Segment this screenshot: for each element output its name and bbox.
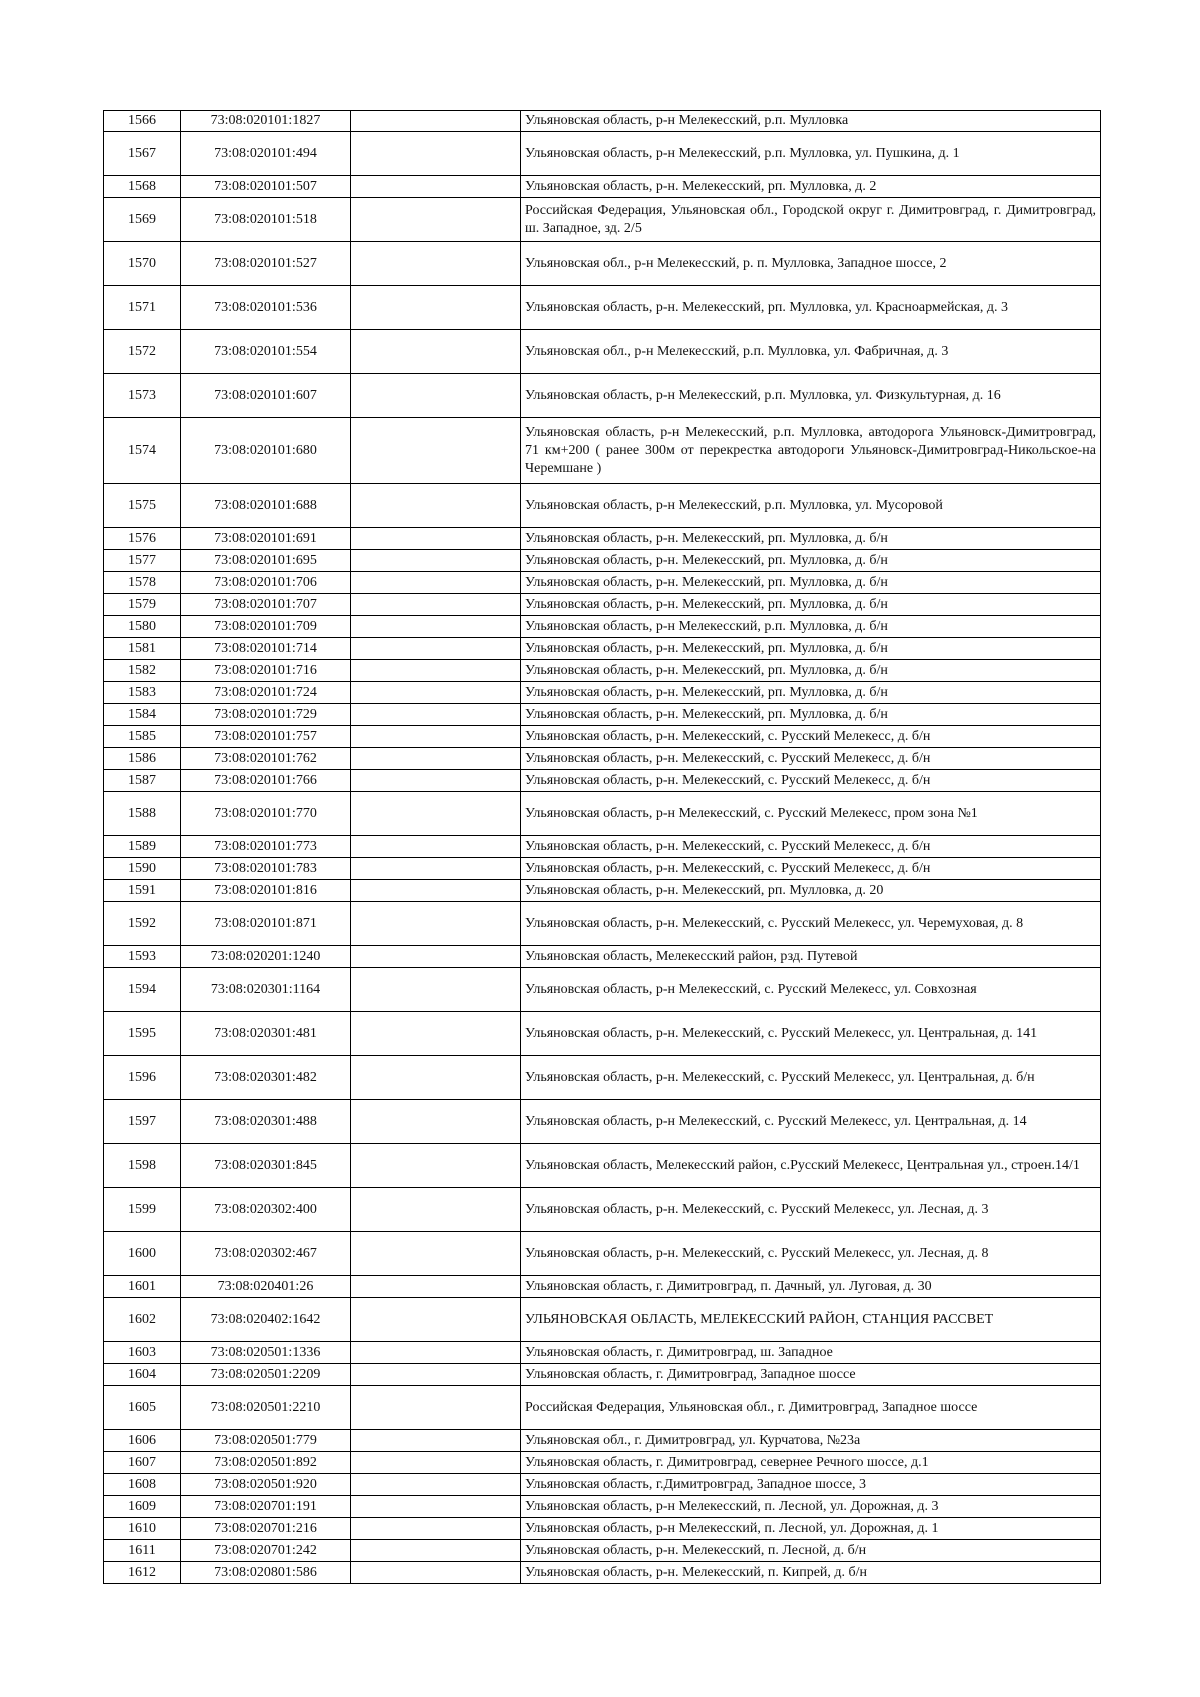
row-number-cell: 1598	[104, 1144, 181, 1188]
empty-cell	[351, 132, 521, 176]
row-number-cell: 1603	[104, 1342, 181, 1364]
empty-cell	[351, 1276, 521, 1298]
table-row	[104, 1452, 1101, 1474]
table-row	[104, 1342, 1101, 1364]
table-row	[104, 1474, 1101, 1496]
address-cell: УЛЬЯНОВСКАЯ ОБЛАСТЬ, МЕЛЕКЕССКИЙ РАЙОН, СТАНЦИЯ РАССВЕТ	[521, 1298, 1101, 1342]
empty-cell	[351, 550, 521, 572]
empty-cell	[351, 1452, 521, 1474]
address-cell: Ульяновская область, р-н. Мелекесский, с. Русский Мелекесс, ул. Центральная, д. 141	[521, 1012, 1101, 1056]
row-number-cell: 1597	[104, 1100, 181, 1144]
row-number-cell: 1570	[104, 242, 181, 286]
cadastral-number-cell: 73:08:020101:518	[181, 198, 351, 242]
row-number-cell: 1594	[104, 968, 181, 1012]
row-number-cell: 1610	[104, 1518, 181, 1540]
table-row	[104, 111, 1101, 132]
address-cell: Ульяновская область, р-н. Мелекесский, рп. Мулловка, д. 2	[521, 176, 1101, 198]
row-number-cell: 1574	[104, 418, 181, 484]
row-number-cell: 1602	[104, 1298, 181, 1342]
row-number-cell: 1573	[104, 374, 181, 418]
table-row	[104, 572, 1101, 594]
address-cell: Ульяновская область, р-н Мелекесский, р.п. Мулловка, ул. Мусоровой	[521, 484, 1101, 528]
table-row	[104, 528, 1101, 550]
table-row	[104, 418, 1101, 484]
table-row	[104, 1276, 1101, 1298]
table-row	[104, 1518, 1101, 1540]
address-cell: Ульяновская область, Мелекесский район, с.Русский Мелекесс, Центральная ул., строен.14/1	[521, 1144, 1101, 1188]
cadastral-number-cell: 73:08:020101:691	[181, 528, 351, 550]
cadastral-number-cell: 73:08:020101:706	[181, 572, 351, 594]
address-cell: Ульяновская область, р-н. Мелекесский, рп. Мулловка, ул. Красноармейская, д. 3	[521, 286, 1101, 330]
address-cell: Ульяновская область, р-н Мелекесский, р.п. Мулловка, автодорога Ульяновск-Димитровград, 71 км+200 ( ранее 300м от перекрестка автодороги Ульяновск-Димитровград-Никольское-на Черемшане )	[521, 418, 1101, 484]
address-cell: Ульяновская область, р-н Мелекесский, п. Лесной, ул. Дорожная, д. 3	[521, 1496, 1101, 1518]
row-number-cell: 1585	[104, 726, 181, 748]
address-cell: Ульяновская область, р-н. Мелекесский, рп. Мулловка, д. б/н	[521, 550, 1101, 572]
table-row	[104, 1496, 1101, 1518]
empty-cell	[351, 572, 521, 594]
row-number-cell: 1588	[104, 792, 181, 836]
empty-cell	[351, 1430, 521, 1452]
cadastral-number-cell: 73:08:020101:762	[181, 748, 351, 770]
cadastral-number-cell: 73:08:020101:1827	[181, 111, 351, 132]
empty-cell	[351, 484, 521, 528]
address-cell: Ульяновская область, р-н. Мелекесский, рп. Мулловка, д. б/н	[521, 704, 1101, 726]
address-cell: Ульяновская область, р-н. Мелекесский, рп. Мулловка, д. б/н	[521, 594, 1101, 616]
cadastral-number-cell: 73:08:020101:714	[181, 638, 351, 660]
empty-cell	[351, 1342, 521, 1364]
address-cell: Ульяновская область, г. Димитровград, ш. Западное	[521, 1342, 1101, 1364]
address-cell: Ульяновская область, р-н. Мелекесский, с. Русский Мелекесс, д. б/н	[521, 858, 1101, 880]
table-row	[104, 726, 1101, 748]
empty-cell	[351, 1144, 521, 1188]
table-row	[104, 1562, 1101, 1584]
cadastral-number-cell: 73:08:020501:2209	[181, 1364, 351, 1386]
cadastral-number-cell: 73:08:020302:467	[181, 1232, 351, 1276]
table-row	[104, 638, 1101, 660]
row-number-cell: 1567	[104, 132, 181, 176]
empty-cell	[351, 880, 521, 902]
row-number-cell: 1595	[104, 1012, 181, 1056]
table-row	[104, 858, 1101, 880]
table-row	[104, 242, 1101, 286]
address-cell: Ульяновская область, р-н. Мелекесский, с. Русский Мелекесс, д. б/н	[521, 836, 1101, 858]
cadastral-number-cell: 73:08:020101:871	[181, 902, 351, 946]
empty-cell	[351, 1012, 521, 1056]
row-number-cell: 1571	[104, 286, 181, 330]
address-cell: Ульяновская область, р-н. Мелекесский, рп. Мулловка, д. б/н	[521, 572, 1101, 594]
address-cell: Ульяновская обл., г. Димитровград, ул. Курчатова, №23а	[521, 1430, 1101, 1452]
table-row	[104, 1540, 1101, 1562]
cadastral-number-cell: 73:08:020301:1164	[181, 968, 351, 1012]
cadastral-number-cell: 73:08:020101:607	[181, 374, 351, 418]
empty-cell	[351, 374, 521, 418]
address-cell: Ульяновская область, г. Димитровград, Западное шоссе	[521, 1364, 1101, 1386]
row-number-cell: 1579	[104, 594, 181, 616]
cadastral-number-cell: 73:08:020301:488	[181, 1100, 351, 1144]
row-number-cell: 1590	[104, 858, 181, 880]
row-number-cell: 1611	[104, 1540, 181, 1562]
address-cell: Ульяновская область, г. Димитровград, севернее Речного шоссе, д.1	[521, 1452, 1101, 1474]
row-number-cell: 1612	[104, 1562, 181, 1584]
cadastral-number-cell: 73:08:020101:716	[181, 660, 351, 682]
cadastral-number-cell: 73:08:020501:2210	[181, 1386, 351, 1430]
empty-cell	[351, 726, 521, 748]
address-cell: Ульяновская область, р-н Мелекесский, п. Лесной, ул. Дорожная, д. 1	[521, 1518, 1101, 1540]
address-cell: Ульяновская область, р-н. Мелекесский, с. Русский Мелекесс, д. б/н	[521, 770, 1101, 792]
row-number-cell: 1609	[104, 1496, 181, 1518]
cadastral-number-cell: 73:08:020101:494	[181, 132, 351, 176]
cadastral-number-cell: 73:08:020101:816	[181, 880, 351, 902]
address-cell: Ульяновская область, р-н. Мелекесский, с. Русский Мелекесс, д. б/н	[521, 748, 1101, 770]
row-number-cell: 1578	[104, 572, 181, 594]
empty-cell	[351, 902, 521, 946]
table-row	[104, 176, 1101, 198]
cadastral-number-cell: 73:08:020101:770	[181, 792, 351, 836]
row-number-cell: 1589	[104, 836, 181, 858]
address-cell: Российская Федерация, Ульяновская обл., Городской округ г. Димитровград, г. Димитровград, ш. Западное, зд. 2/5	[521, 198, 1101, 242]
empty-cell	[351, 111, 521, 132]
cadastral-number-cell: 73:08:020302:400	[181, 1188, 351, 1232]
table-row	[104, 132, 1101, 176]
row-number-cell: 1596	[104, 1056, 181, 1100]
row-number-cell: 1599	[104, 1188, 181, 1232]
row-number-cell: 1581	[104, 638, 181, 660]
cadastral-number-cell: 73:08:020101:729	[181, 704, 351, 726]
table-row	[104, 1298, 1101, 1342]
row-number-cell: 1592	[104, 902, 181, 946]
empty-cell	[351, 660, 521, 682]
table-row	[104, 1188, 1101, 1232]
cadastral-number-cell: 73:08:020101:724	[181, 682, 351, 704]
empty-cell	[351, 704, 521, 726]
row-number-cell: 1601	[104, 1276, 181, 1298]
empty-cell	[351, 1364, 521, 1386]
cadastral-number-cell: 73:08:020201:1240	[181, 946, 351, 968]
empty-cell	[351, 770, 521, 792]
row-number-cell: 1604	[104, 1364, 181, 1386]
cadastral-number-cell: 73:08:020101:527	[181, 242, 351, 286]
table-row	[104, 880, 1101, 902]
address-cell: Ульяновская область, р-н Мелекесский, р.п. Мулловка, ул. Физкультурная, д. 16	[521, 374, 1101, 418]
table-row	[104, 792, 1101, 836]
empty-cell	[351, 1386, 521, 1430]
address-cell: Ульяновская область, р-н. Мелекесский, рп. Мулловка, д. б/н	[521, 638, 1101, 660]
row-number-cell: 1605	[104, 1386, 181, 1430]
table-row	[104, 1386, 1101, 1430]
cadastral-number-cell: 73:08:020101:688	[181, 484, 351, 528]
registry-table-body	[104, 111, 1101, 1584]
cadastral-number-cell: 73:08:020501:920	[181, 1474, 351, 1496]
table-row	[104, 660, 1101, 682]
row-number-cell: 1584	[104, 704, 181, 726]
row-number-cell: 1568	[104, 176, 181, 198]
cadastral-number-cell: 73:08:020301:481	[181, 1012, 351, 1056]
empty-cell	[351, 968, 521, 1012]
row-number-cell: 1583	[104, 682, 181, 704]
address-cell: Ульяновская область, р-н Мелекесский, р.п. Мулловка, д. б/н	[521, 616, 1101, 638]
row-number-cell: 1569	[104, 198, 181, 242]
cadastral-number-cell: 73:08:020301:482	[181, 1056, 351, 1100]
address-cell: Ульяновская область, р-н Мелекесский, р.п. Мулловка	[521, 111, 1101, 132]
table-row	[104, 770, 1101, 792]
row-number-cell: 1576	[104, 528, 181, 550]
table-row	[104, 836, 1101, 858]
address-cell: Ульяновская область, р-н. Мелекесский, п. Лесной, д. б/н	[521, 1540, 1101, 1562]
cadastral-number-cell: 73:08:020301:845	[181, 1144, 351, 1188]
address-cell: Ульяновская обл., р-н Мелекесский, р. п. Мулловка, Западное шоссе, 2	[521, 242, 1101, 286]
address-cell: Ульяновская область, р-н Мелекесский, р.п. Мулловка, ул. Пушкина, д. 1	[521, 132, 1101, 176]
cadastral-number-cell: 73:08:020101:554	[181, 330, 351, 374]
table-row	[104, 286, 1101, 330]
table-row	[104, 1364, 1101, 1386]
address-cell: Ульяновская область, р-н Мелекесский, с. Русский Мелекесс, ул. Совхозная	[521, 968, 1101, 1012]
empty-cell	[351, 1474, 521, 1496]
empty-cell	[351, 176, 521, 198]
table-row	[104, 1100, 1101, 1144]
table-row	[104, 484, 1101, 528]
empty-cell	[351, 1518, 521, 1540]
row-number-cell: 1586	[104, 748, 181, 770]
empty-cell	[351, 1496, 521, 1518]
row-number-cell: 1572	[104, 330, 181, 374]
cadastral-number-cell: 73:08:020501:779	[181, 1430, 351, 1452]
cadastral-number-cell: 73:08:020101:783	[181, 858, 351, 880]
cadastral-number-cell: 73:08:020501:892	[181, 1452, 351, 1474]
empty-cell	[351, 858, 521, 880]
address-cell: Ульяновская область, р-н. Мелекесский, п. Кипрей, д. б/н	[521, 1562, 1101, 1584]
empty-cell	[351, 682, 521, 704]
empty-cell	[351, 1188, 521, 1232]
cadastral-number-cell: 73:08:020701:216	[181, 1518, 351, 1540]
empty-cell	[351, 946, 521, 968]
cadastral-number-cell: 73:08:020101:766	[181, 770, 351, 792]
address-cell: Ульяновская область, г.Димитровград, Западное шоссе, 3	[521, 1474, 1101, 1496]
row-number-cell: 1606	[104, 1430, 181, 1452]
empty-cell	[351, 638, 521, 660]
address-cell: Ульяновская область, р-н Мелекесский, с. Русский Мелекесс, ул. Центральная, д. 14	[521, 1100, 1101, 1144]
address-cell: Ульяновская область, р-н. Мелекесский, рп. Мулловка, д. б/н	[521, 528, 1101, 550]
row-number-cell: 1582	[104, 660, 181, 682]
table-row	[104, 902, 1101, 946]
table-row	[104, 1144, 1101, 1188]
row-number-cell: 1608	[104, 1474, 181, 1496]
cadastral-number-cell: 73:08:020402:1642	[181, 1298, 351, 1342]
empty-cell	[351, 1056, 521, 1100]
empty-cell	[351, 748, 521, 770]
cadastral-number-cell: 73:08:020101:757	[181, 726, 351, 748]
cadastral-number-cell: 73:08:020101:507	[181, 176, 351, 198]
cadastral-number-cell: 73:08:020101:707	[181, 594, 351, 616]
empty-cell	[351, 286, 521, 330]
table-row	[104, 550, 1101, 572]
address-cell: Ульяновская область, р-н. Мелекесский, рп. Мулловка, д. б/н	[521, 660, 1101, 682]
empty-cell	[351, 1298, 521, 1342]
row-number-cell: 1591	[104, 880, 181, 902]
address-cell: Ульяновская область, р-н. Мелекесский, с. Русский Мелекесс, ул. Лесная, д. 8	[521, 1232, 1101, 1276]
address-cell: Ульяновская обл., р-н Мелекесский, р.п. Мулловка, ул. Фабричная, д. 3	[521, 330, 1101, 374]
empty-cell	[351, 528, 521, 550]
table-row	[104, 594, 1101, 616]
address-cell: Ульяновская область, р-н. Мелекесский, рп. Мулловка, д. б/н	[521, 682, 1101, 704]
table-row	[104, 1012, 1101, 1056]
address-cell: Ульяновская область, р-н. Мелекесский, с. Русский Мелекесс, ул. Черемуховая, д. 8	[521, 902, 1101, 946]
row-number-cell: 1600	[104, 1232, 181, 1276]
row-number-cell: 1566	[104, 111, 181, 132]
table-row	[104, 330, 1101, 374]
cadastral-number-cell: 73:08:020101:695	[181, 550, 351, 572]
empty-cell	[351, 594, 521, 616]
row-number-cell: 1575	[104, 484, 181, 528]
cadastral-number-cell: 73:08:020701:242	[181, 1540, 351, 1562]
address-cell: Российская Федерация, Ульяновская обл., г. Димитровград, Западное шоссе	[521, 1386, 1101, 1430]
cadastral-number-cell: 73:08:020101:536	[181, 286, 351, 330]
table-row	[104, 1430, 1101, 1452]
empty-cell	[351, 1540, 521, 1562]
empty-cell	[351, 242, 521, 286]
table-row	[104, 198, 1101, 242]
row-number-cell: 1587	[104, 770, 181, 792]
empty-cell	[351, 792, 521, 836]
table-row	[104, 374, 1101, 418]
empty-cell	[351, 616, 521, 638]
empty-cell	[351, 1232, 521, 1276]
cadastral-number-cell: 73:08:020101:773	[181, 836, 351, 858]
address-cell: Ульяновская область, Мелекесский район, рзд. Путевой	[521, 946, 1101, 968]
empty-cell	[351, 1562, 521, 1584]
row-number-cell: 1577	[104, 550, 181, 572]
cadastral-number-cell: 73:08:020101:680	[181, 418, 351, 484]
cadastral-number-cell: 73:08:020401:26	[181, 1276, 351, 1298]
cadastral-number-cell: 73:08:020101:709	[181, 616, 351, 638]
row-number-cell: 1593	[104, 946, 181, 968]
table-row	[104, 682, 1101, 704]
cadastral-number-cell: 73:08:020801:586	[181, 1562, 351, 1584]
table-row	[104, 968, 1101, 1012]
table-row	[104, 616, 1101, 638]
row-number-cell: 1607	[104, 1452, 181, 1474]
table-row	[104, 748, 1101, 770]
address-cell: Ульяновская область, р-н. Мелекесский, рп. Мулловка, д. 20	[521, 880, 1101, 902]
address-cell: Ульяновская область, р-н. Мелекесский, с. Русский Мелекесс, д. б/н	[521, 726, 1101, 748]
empty-cell	[351, 418, 521, 484]
address-cell: Ульяновская область, р-н Мелекесский, с. Русский Мелекесс, пром зона №1	[521, 792, 1101, 836]
row-number-cell: 1580	[104, 616, 181, 638]
cadastral-number-cell: 73:08:020501:1336	[181, 1342, 351, 1364]
table-row	[104, 704, 1101, 726]
table-row	[104, 1056, 1101, 1100]
table-row	[104, 946, 1101, 968]
empty-cell	[351, 330, 521, 374]
address-cell: Ульяновская область, р-н. Мелекесский, с. Русский Мелекесс, ул. Лесная, д. 3	[521, 1188, 1101, 1232]
address-cell: Ульяновская область, р-н. Мелекесский, с. Русский Мелекесс, ул. Центральная, д. б/н	[521, 1056, 1101, 1100]
empty-cell	[351, 1100, 521, 1144]
empty-cell	[351, 198, 521, 242]
address-cell: Ульяновская область, г. Димитровград, п. Дачный, ул. Луговая, д. 30	[521, 1276, 1101, 1298]
registry-table	[103, 110, 1101, 1584]
table-row	[104, 1232, 1101, 1276]
empty-cell	[351, 836, 521, 858]
cadastral-number-cell: 73:08:020701:191	[181, 1496, 351, 1518]
